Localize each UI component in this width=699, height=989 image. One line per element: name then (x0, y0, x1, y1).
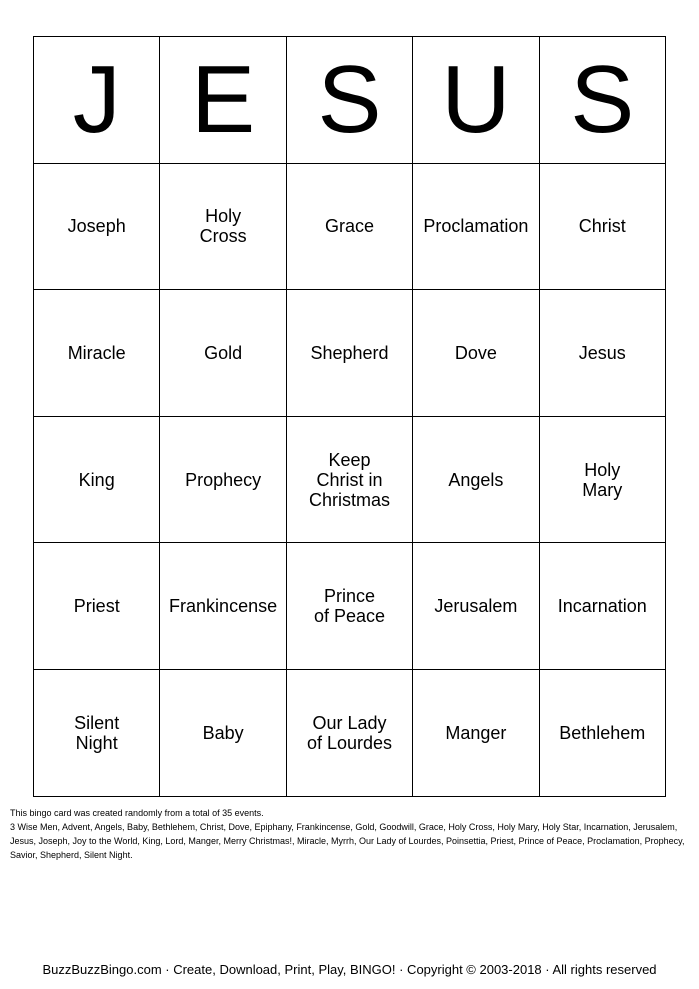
header-letter-j: J (34, 37, 160, 164)
bingo-cell: Joseph (34, 163, 160, 290)
site-footer: BuzzBuzzBingo.com · Create, Download, Print, Play, BINGO! · Copyright © 2003-2018 · All rights reserved (42, 962, 657, 977)
card-intro-text: This bingo card was created randomly from a total of 35 events. (10, 808, 264, 818)
bingo-cell: Shepherd (286, 290, 412, 417)
bingo-cell: Manger (413, 669, 539, 796)
bingo-card (33, 36, 666, 797)
header-letter-e: E (160, 37, 286, 164)
bingo-cell: Holy Mary (539, 416, 665, 543)
bingo-cell: Prophecy (160, 416, 286, 543)
card-row (34, 290, 666, 417)
card-row (34, 543, 666, 670)
bingo-cell: Our Lady of Lourdes (286, 669, 412, 796)
header-letter-u: U (413, 37, 539, 164)
bingo-cell: Dove (413, 290, 539, 417)
bingo-cell: Gold (160, 290, 286, 417)
bingo-cell: Bethlehem (539, 669, 665, 796)
bingo-cell: Grace (286, 163, 412, 290)
card-description (10, 806, 692, 862)
bingo-cell: Incarnation (539, 543, 665, 670)
bingo-cell: Jerusalem (413, 543, 539, 670)
bingo-cell: Silent Night (34, 669, 160, 796)
card-row (34, 669, 666, 796)
bingo-cell: Holy Cross (160, 163, 286, 290)
header-letter-s2: S (539, 37, 665, 164)
bingo-cell: Priest (34, 543, 160, 670)
card-row (34, 163, 666, 290)
bingo-cell: Baby (160, 669, 286, 796)
bingo-cell: Angels (413, 416, 539, 543)
header-letter-s: S (286, 37, 412, 164)
event-list-text: 3 Wise Men, Advent, Angels, Baby, Bethlehem, Christ, Dove, Epiphany, Frankincense, Gold, Goodwill, Grace, Holy Cross, Holy Mary, Holy Star, Incarnation, Jerusalem, Jesus, Joseph, Joy to the World, King, Lord, Manger, Merry Christmas!, Miracle, Myrrh, Our Lady of Lourdes, Poinsettia, Priest, Prince of Peace, Proclamation, Prophecy, Savior, Shepherd, Silent Night. (10, 822, 685, 860)
bingo-cell: Proclamation (413, 163, 539, 290)
bingo-cell: Jesus (539, 290, 665, 417)
card-row (34, 416, 666, 543)
header-row (34, 37, 666, 164)
bingo-cell: Prince of Peace (286, 543, 412, 670)
bingo-cell: Miracle (34, 290, 160, 417)
bingo-cell: King (34, 416, 160, 543)
bingo-cell: Frankincense (160, 543, 286, 670)
bingo-cell: Christ (539, 163, 665, 290)
bingo-cell: Keep Christ in Christmas (286, 416, 412, 543)
